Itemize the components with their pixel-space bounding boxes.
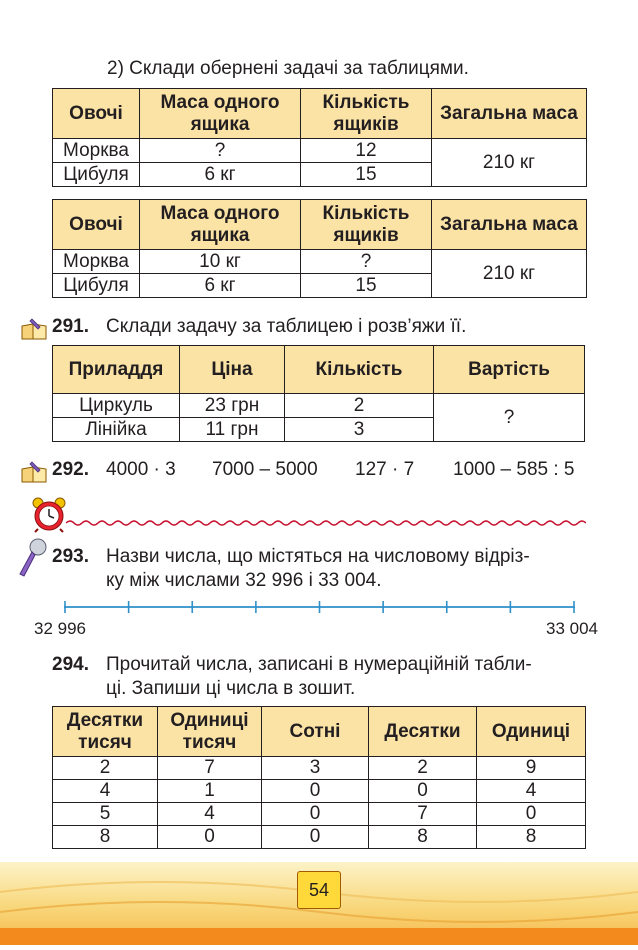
table-header: Овочі xyxy=(53,89,140,139)
total-mass-cell: 210 кг xyxy=(432,250,587,298)
table-cell: 4 xyxy=(53,780,158,803)
table-cell: 8 xyxy=(477,826,586,849)
table-header: Загальна маса xyxy=(432,200,587,250)
exercise-294-line-1: Прочитай числа, записані в нумераційній табли- xyxy=(106,654,532,675)
table-header: Маса одного ящика xyxy=(140,200,301,250)
book-pencil-icon xyxy=(20,461,48,483)
table-cell: ? xyxy=(301,250,432,274)
table-cell: Цибуля xyxy=(53,163,140,187)
expression: 127 · 7 xyxy=(355,459,415,480)
table-cell: 5 xyxy=(53,803,158,826)
wavy-divider xyxy=(66,518,586,528)
table-cell: 15 xyxy=(301,163,432,187)
table-header: Одиниці xyxy=(477,707,586,757)
exercise-291-text: Склади задачу за таблицею і розв’яжи її. xyxy=(106,316,467,337)
table-header: Кількість ящиків xyxy=(301,89,432,139)
table-cell: 4 xyxy=(158,803,262,826)
table-cell: 6 кг xyxy=(140,274,301,298)
table-cell: 3 xyxy=(285,418,434,442)
table-cell: 8 xyxy=(53,826,158,849)
table-header: Маса одного ящика xyxy=(140,89,301,139)
exercise-number: 294. xyxy=(52,654,89,675)
table-cell: 0 xyxy=(369,780,477,803)
number-line-end-label: 33 004 xyxy=(546,619,598,638)
expression: 1000 – 585 : 5 xyxy=(453,459,575,480)
table-cell: 23 грн xyxy=(180,394,285,418)
table-header: Десятки тисяч xyxy=(53,707,158,757)
table-cell: 0 xyxy=(262,780,369,803)
table-header: Десятки xyxy=(369,707,477,757)
exercise-number: 291. xyxy=(52,316,89,337)
table-cell: Морква xyxy=(53,139,140,163)
book-pencil-icon xyxy=(20,318,48,340)
table-cell: 7 xyxy=(369,803,477,826)
table-header: Одиниці тисяч xyxy=(158,707,262,757)
table-header: Кількість ящиків xyxy=(301,200,432,250)
total-mass-cell: 210 кг xyxy=(432,139,587,187)
table-cell: 3 xyxy=(262,757,369,780)
table-cell: Лінійка xyxy=(53,418,180,442)
number-line xyxy=(64,597,575,617)
table-cell: 0 xyxy=(262,803,369,826)
table-cell: Циркуль xyxy=(53,394,180,418)
table-cell: Цибуля xyxy=(53,274,140,298)
table-cell: 12 xyxy=(301,139,432,163)
number-line-start-label: 32 996 xyxy=(34,619,86,638)
table-cell: 1 xyxy=(158,780,262,803)
table-cell: 6 кг xyxy=(140,163,301,187)
table-header: Сотні xyxy=(262,707,369,757)
table-header: Кількість xyxy=(285,346,434,394)
exercise-293-line-2: ку між числами 32 996 і 33 004. xyxy=(106,570,382,591)
table-header: Загальна маса xyxy=(432,89,587,139)
table-header: Приладдя xyxy=(53,346,180,394)
exercise-number: 293. xyxy=(52,546,89,567)
table-header: Вартість xyxy=(434,346,585,394)
table-cell: 2 xyxy=(369,757,477,780)
table-cell: Морква xyxy=(53,250,140,274)
task-2-text: 2) Склади обернені задачі за таблицями. xyxy=(107,58,469,79)
expression: 7000 – 5000 xyxy=(212,459,318,480)
numeration-table xyxy=(52,706,586,849)
supplies-table xyxy=(52,345,585,442)
table-cell: 0 xyxy=(477,803,586,826)
table-cell: 15 xyxy=(301,274,432,298)
page-number: 54 xyxy=(297,871,341,909)
table-header: Ціна xyxy=(180,346,285,394)
expression: 4000 · 3 xyxy=(106,459,176,480)
table-cell: 2 xyxy=(53,757,158,780)
table-cell: 11 грн xyxy=(180,418,285,442)
table-cell: 0 xyxy=(262,826,369,849)
exercise-294-line-2: ці. Запиши ці числа в зошит. xyxy=(106,678,356,699)
table-cell: 0 xyxy=(158,826,262,849)
alarm-clock-icon xyxy=(30,497,68,533)
inverse-table-1 xyxy=(52,88,587,187)
table-cell: 9 xyxy=(477,757,586,780)
table-cell: 7 xyxy=(158,757,262,780)
microphone-icon xyxy=(16,538,48,578)
exercise-number: 292. xyxy=(52,459,89,480)
cost-cell: ? xyxy=(434,394,585,442)
table-header: Овочі xyxy=(53,200,140,250)
inverse-table-2 xyxy=(52,199,587,298)
table-cell: 10 кг xyxy=(140,250,301,274)
table-cell: 4 xyxy=(477,780,586,803)
exercise-293-line-1: Назви числа, що містяться на числовому відріз- xyxy=(106,546,530,567)
table-cell: 8 xyxy=(369,826,477,849)
table-cell: ? xyxy=(140,139,301,163)
table-cell: 2 xyxy=(285,394,434,418)
